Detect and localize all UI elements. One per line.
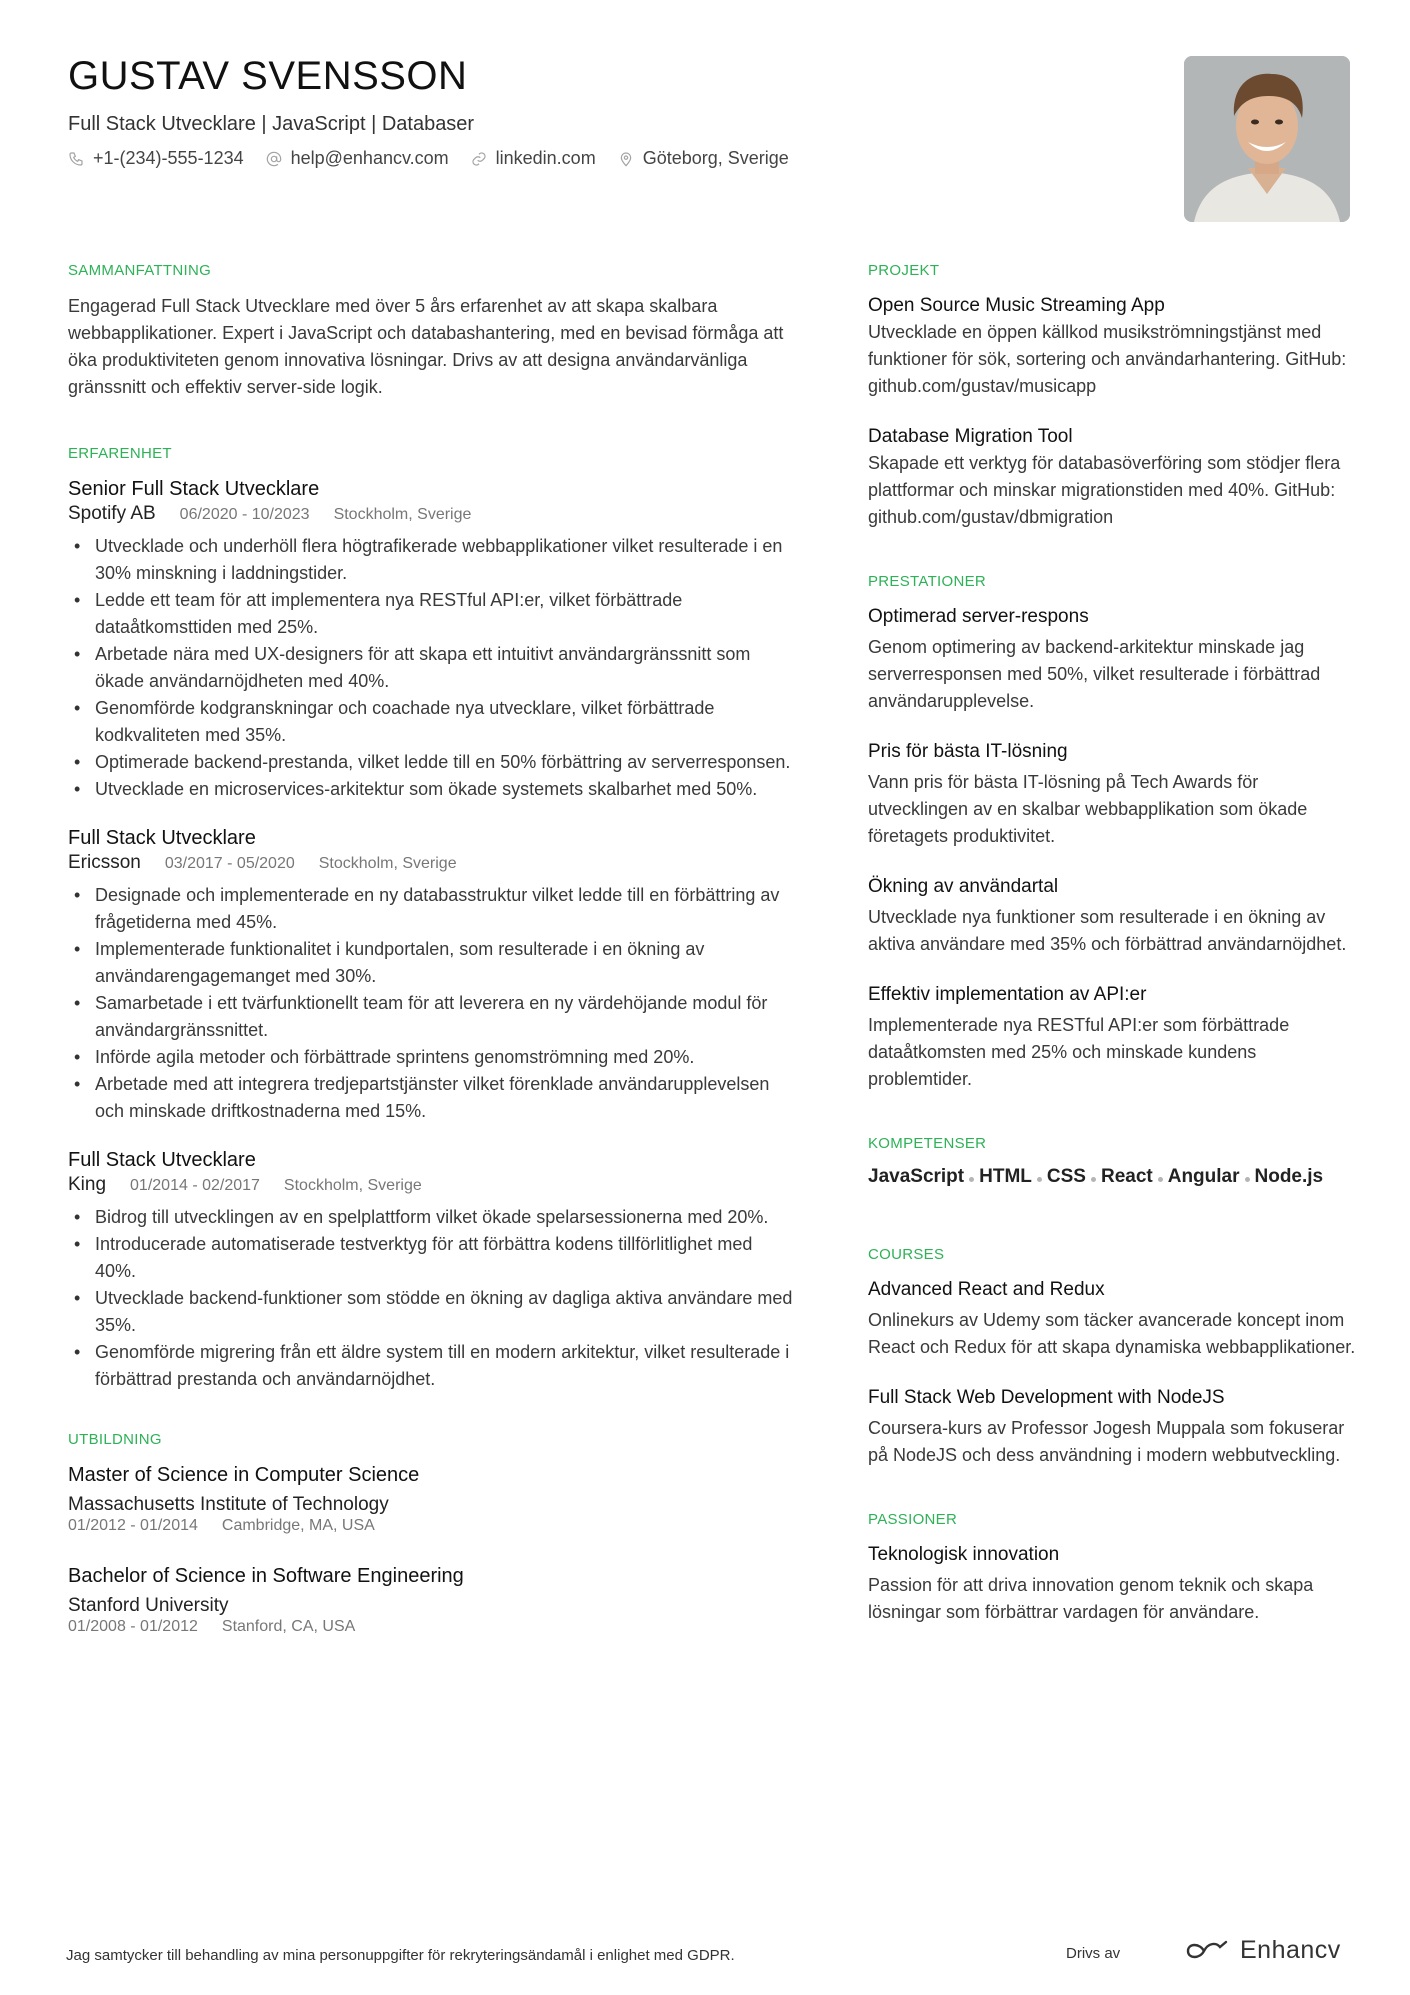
education-section [68,1431,798,1636]
course-entry [868,1385,1358,1469]
job-role: Full Stack Utvecklare [68,1149,256,1171]
achievement-description: Implementerade nya RESTful API:er som förbättrade dataåtkomsten med 25% och minskade kundens problemtider. [868,1015,1290,1089]
experience-section [68,445,798,1393]
course-title: Advanced React and Redux [868,1279,1105,1300]
email-text: help@enhancv.com [290,148,449,168]
achievement-description: Utvecklade nya funktioner som resulterade i en ökning av aktiva användare med 35% och förbättrad användarnöjdhet. [868,907,1347,954]
job-bullets [68,533,798,803]
school: Stanford University [68,1595,229,1616]
job-location: Stockholm, Sverige [283,1177,422,1194]
passions-section [868,1511,1358,1626]
bullet-item: • Utvecklade en microservices-arkitektur som ökade systemets skalbarhet med 50%. [68,776,798,803]
contact-email[interactable] [266,148,449,169]
education-entry [68,1563,798,1636]
skill-tag: React [1100,1166,1153,1187]
job-bullets [68,1204,798,1393]
courses-section [868,1246,1358,1469]
candidate-name: GUSTAV SVENSSON [68,54,468,98]
section-heading: COURSES [868,1246,945,1263]
skills-list [868,1166,1358,1188]
bullet-item: • Arbetade nära med UX-designers för att skapa ett intuitivt användargränssnitt som ökade användarnöjdheten med 40%. [68,641,798,695]
school: Massachusetts Institute of Technology [68,1494,389,1515]
profile-photo [1184,56,1350,222]
skill-tag: CSS [1046,1166,1086,1187]
bullet-item: • Genomförde kodgranskningar och coachade nya utvecklare, vilket förbättrade kodkvaliteten med 35%. [68,695,798,749]
location-text: Göteborg, Sverige [642,148,789,168]
education-dates: 01/2012 - 01/2014 [68,1517,198,1534]
course-description: Onlinekurs av Udemy som täcker avancerade koncept inom React och Redux för att skapa dynamiska webbapplikationer. [868,1310,1356,1357]
project-title: Open Source Music Streaming App [868,295,1165,316]
section-heading: KOMPETENSER [868,1135,987,1152]
degree: Bachelor of Science in Software Engineering [68,1565,464,1587]
section-heading: PRESTATIONER [868,573,987,590]
bullet-item: • Införde agila metoder och förbättrade sprintens genomströmning med 20%. [68,1044,798,1071]
education-dates: 01/2008 - 01/2012 [68,1618,198,1635]
achievement-title: Effektiv implementation av API:er [868,984,1147,1005]
skill-tag: Angular [1167,1166,1240,1187]
separator-dot [1037,1177,1042,1182]
separator-dot [1245,1177,1250,1182]
separator-dot [1091,1177,1096,1182]
section-heading: PROJEKT [868,262,940,279]
project-entry [868,293,1358,400]
degree: Master of Science in Computer Science [68,1464,420,1486]
resume-header [68,54,1068,169]
bullet-item: • Utvecklade backend-funktioner som stödde en ökning av dagliga aktiva användare med 35%. [68,1285,798,1339]
projects-section [868,262,1358,531]
bullet-item: • Implementerade funktionalitet i kundportalen, som resulterade i en ökning av användarengagemanget med 30%. [68,936,798,990]
job-dates: 03/2017 - 05/2020 [164,855,295,872]
phone-icon [68,151,84,167]
section-heading: SAMMANFATTNING [68,262,212,279]
skill-tag: Node.js [1254,1166,1324,1187]
job-meta [68,1174,798,1196]
education-location: Cambridge, MA, USA [221,1517,375,1534]
passion-description: Passion för att driva innovation genom teknik och skapa lösningar som förbättrar vardagen för användare. [868,1575,1314,1622]
achievement-entry [868,874,1358,958]
section-heading: PASSIONER [868,1511,958,1528]
course-entry [868,1277,1358,1361]
bullet-item: • Optimerade backend-prestanda, vilket ledde till en 50% förbättring av serverresponsen. [68,749,798,776]
bullet-item: • Genomförde migrering från ett äldre system till en modern arkitektur, vilket resulterade i förbättrad prestanda och användarnöjdhet. [68,1339,798,1393]
contact-phone[interactable] [68,148,244,169]
project-description: Utvecklade en öppen källkod musikströmningstjänst med funktioner för sök, sortering och användarhantering. GitHub: github.com/gustav/musicapp [868,322,1347,396]
at-icon [266,151,282,167]
bullet-item: • Samarbetade i ett tvärfunktionellt team för att leverera en ny värdehöjande modul för användargränssnittet. [68,990,798,1044]
bullet-item: • Arbetade med att integrera tredjepartstjänster vilket förenklade användarupplevelsen och minskade driftkostnaderna med 15%. [68,1071,798,1125]
portrait-illustration [1184,56,1350,222]
achievement-description: Vann pris för bästa IT-lösning på Tech Awards för utvecklingen av en skalbar webbapplikation som ökade företagets produktivitet. [868,772,1308,846]
achievement-entry [868,604,1358,715]
separator-dot [969,1177,974,1182]
bullet-item: • Introducerade automatiserade testverktyg för att förbättra kodens tillförlitlighet med 40%. [68,1231,798,1285]
achievement-title: Ökning av användartal [868,876,1059,897]
left-column [68,262,798,1680]
bullet-item: • Ledde ett team för att implementera nya RESTful API:er, vilket förbättrade dataåtkomsttiden med 25%. [68,587,798,641]
brand-name: Enhancv [1240,1936,1341,1964]
enhancv-logo[interactable] [1184,1936,1341,1965]
candidate-title: Full Stack Utvecklare | JavaScript | Databaser [68,113,475,135]
footer [66,1936,1356,1970]
project-title: Database Migration Tool [868,426,1073,447]
job-entry [68,1147,798,1393]
enhancv-mark-icon [1184,1938,1230,1964]
education-entry [68,1462,798,1535]
job-meta [68,852,798,874]
phone-text: +1-(234)-555-1234 [93,148,244,168]
summary-text: Engagerad Full Stack Utvecklare med över 5 års erfarenhet av att skapa skalbara webbapplikationer. Expert i JavaScript och databashantering, med en bevisad förmåga att öka produktiviteten genom innovativa lösningar. Drivs av att designa användarvänliga gränssnitt och effektiv server-side logik. [68,296,784,397]
passion-title: Teknologisk innovation [868,1544,1060,1565]
job-dates: 06/2020 - 10/2023 [179,506,310,523]
link-icon [471,151,487,167]
passion-entry [868,1542,1358,1626]
bullet-item: • Designade och implementerade en ny databasstruktur vilket ledde till en förbättring av frågetiderna med 45%. [68,882,798,936]
job-bullets [68,882,798,1125]
achievements-section [868,573,1358,1093]
section-heading: UTBILDNING [68,1431,162,1448]
skills-section [868,1135,1358,1188]
project-description: Skapade ett verktyg för databasöverföring som stödjer flera plattformar och minskar migrationstiden med 40%. GitHub: github.com/gustav/dbmigration [868,453,1341,527]
achievement-entry [868,982,1358,1093]
achievement-title: Optimerad server-respons [868,606,1089,627]
powered-by-label: Drivs av [1066,1945,1121,1962]
education-location: Stanford, CA, USA [221,1618,356,1635]
contact-linkedin[interactable] [471,148,596,169]
job-role: Senior Full Stack Utvecklare [68,478,320,500]
bullet-item: • Utvecklade och underhöll flera högtrafikerade webbapplikationer vilket resulterade i en 30% minskning i laddningstider. [68,533,798,587]
education-meta [68,1517,798,1535]
job-company: Spotify AB [68,503,156,524]
course-title: Full Stack Web Development with NodeJS [868,1387,1225,1408]
linkedin-text: linkedin.com [495,148,596,168]
job-company: King [68,1174,107,1195]
skill-tag: HTML [979,1166,1032,1187]
education-meta [68,1618,798,1636]
job-dates: 01/2014 - 02/2017 [130,1177,260,1194]
achievement-description: Genom optimering av backend-arkitektur minskade jag serverresponsen med 50%, vilket resulterade i förbättrad användarupplevelse. [868,637,1321,711]
contact-location [618,148,789,169]
contact-bar [68,148,1068,169]
job-location: Stockholm, Sverige [318,855,457,872]
summary-section [68,262,798,401]
skill-tag: JavaScript [868,1166,965,1187]
job-entry [68,825,798,1125]
job-company: Ericsson [68,852,141,873]
project-entry [868,424,1358,531]
job-meta [68,503,798,525]
separator-dot [1158,1177,1163,1182]
course-description: Coursera-kurs av Professor Jogesh Muppala som fokuserar på NodeJS och dess användning i modern webbutveckling. [868,1418,1345,1465]
achievement-title: Pris för bästa IT-lösning [868,741,1068,762]
achievement-entry [868,739,1358,850]
section-heading: ERFARENHET [68,445,172,462]
job-location: Stockholm, Sverige [333,506,472,523]
gdpr-consent: Jag samtycker till behandling av mina personuppgifter för rekryteringsändamål i enlighet med GDPR. [66,1946,735,1964]
bullet-item: • Bidrog till utvecklingen av en spelplattform vilket ökade spelarsessionerna med 20%. [68,1204,798,1231]
right-column [868,262,1358,1670]
job-role: Full Stack Utvecklare [68,827,256,849]
job-entry [68,476,798,803]
location-pin-icon [618,151,634,167]
